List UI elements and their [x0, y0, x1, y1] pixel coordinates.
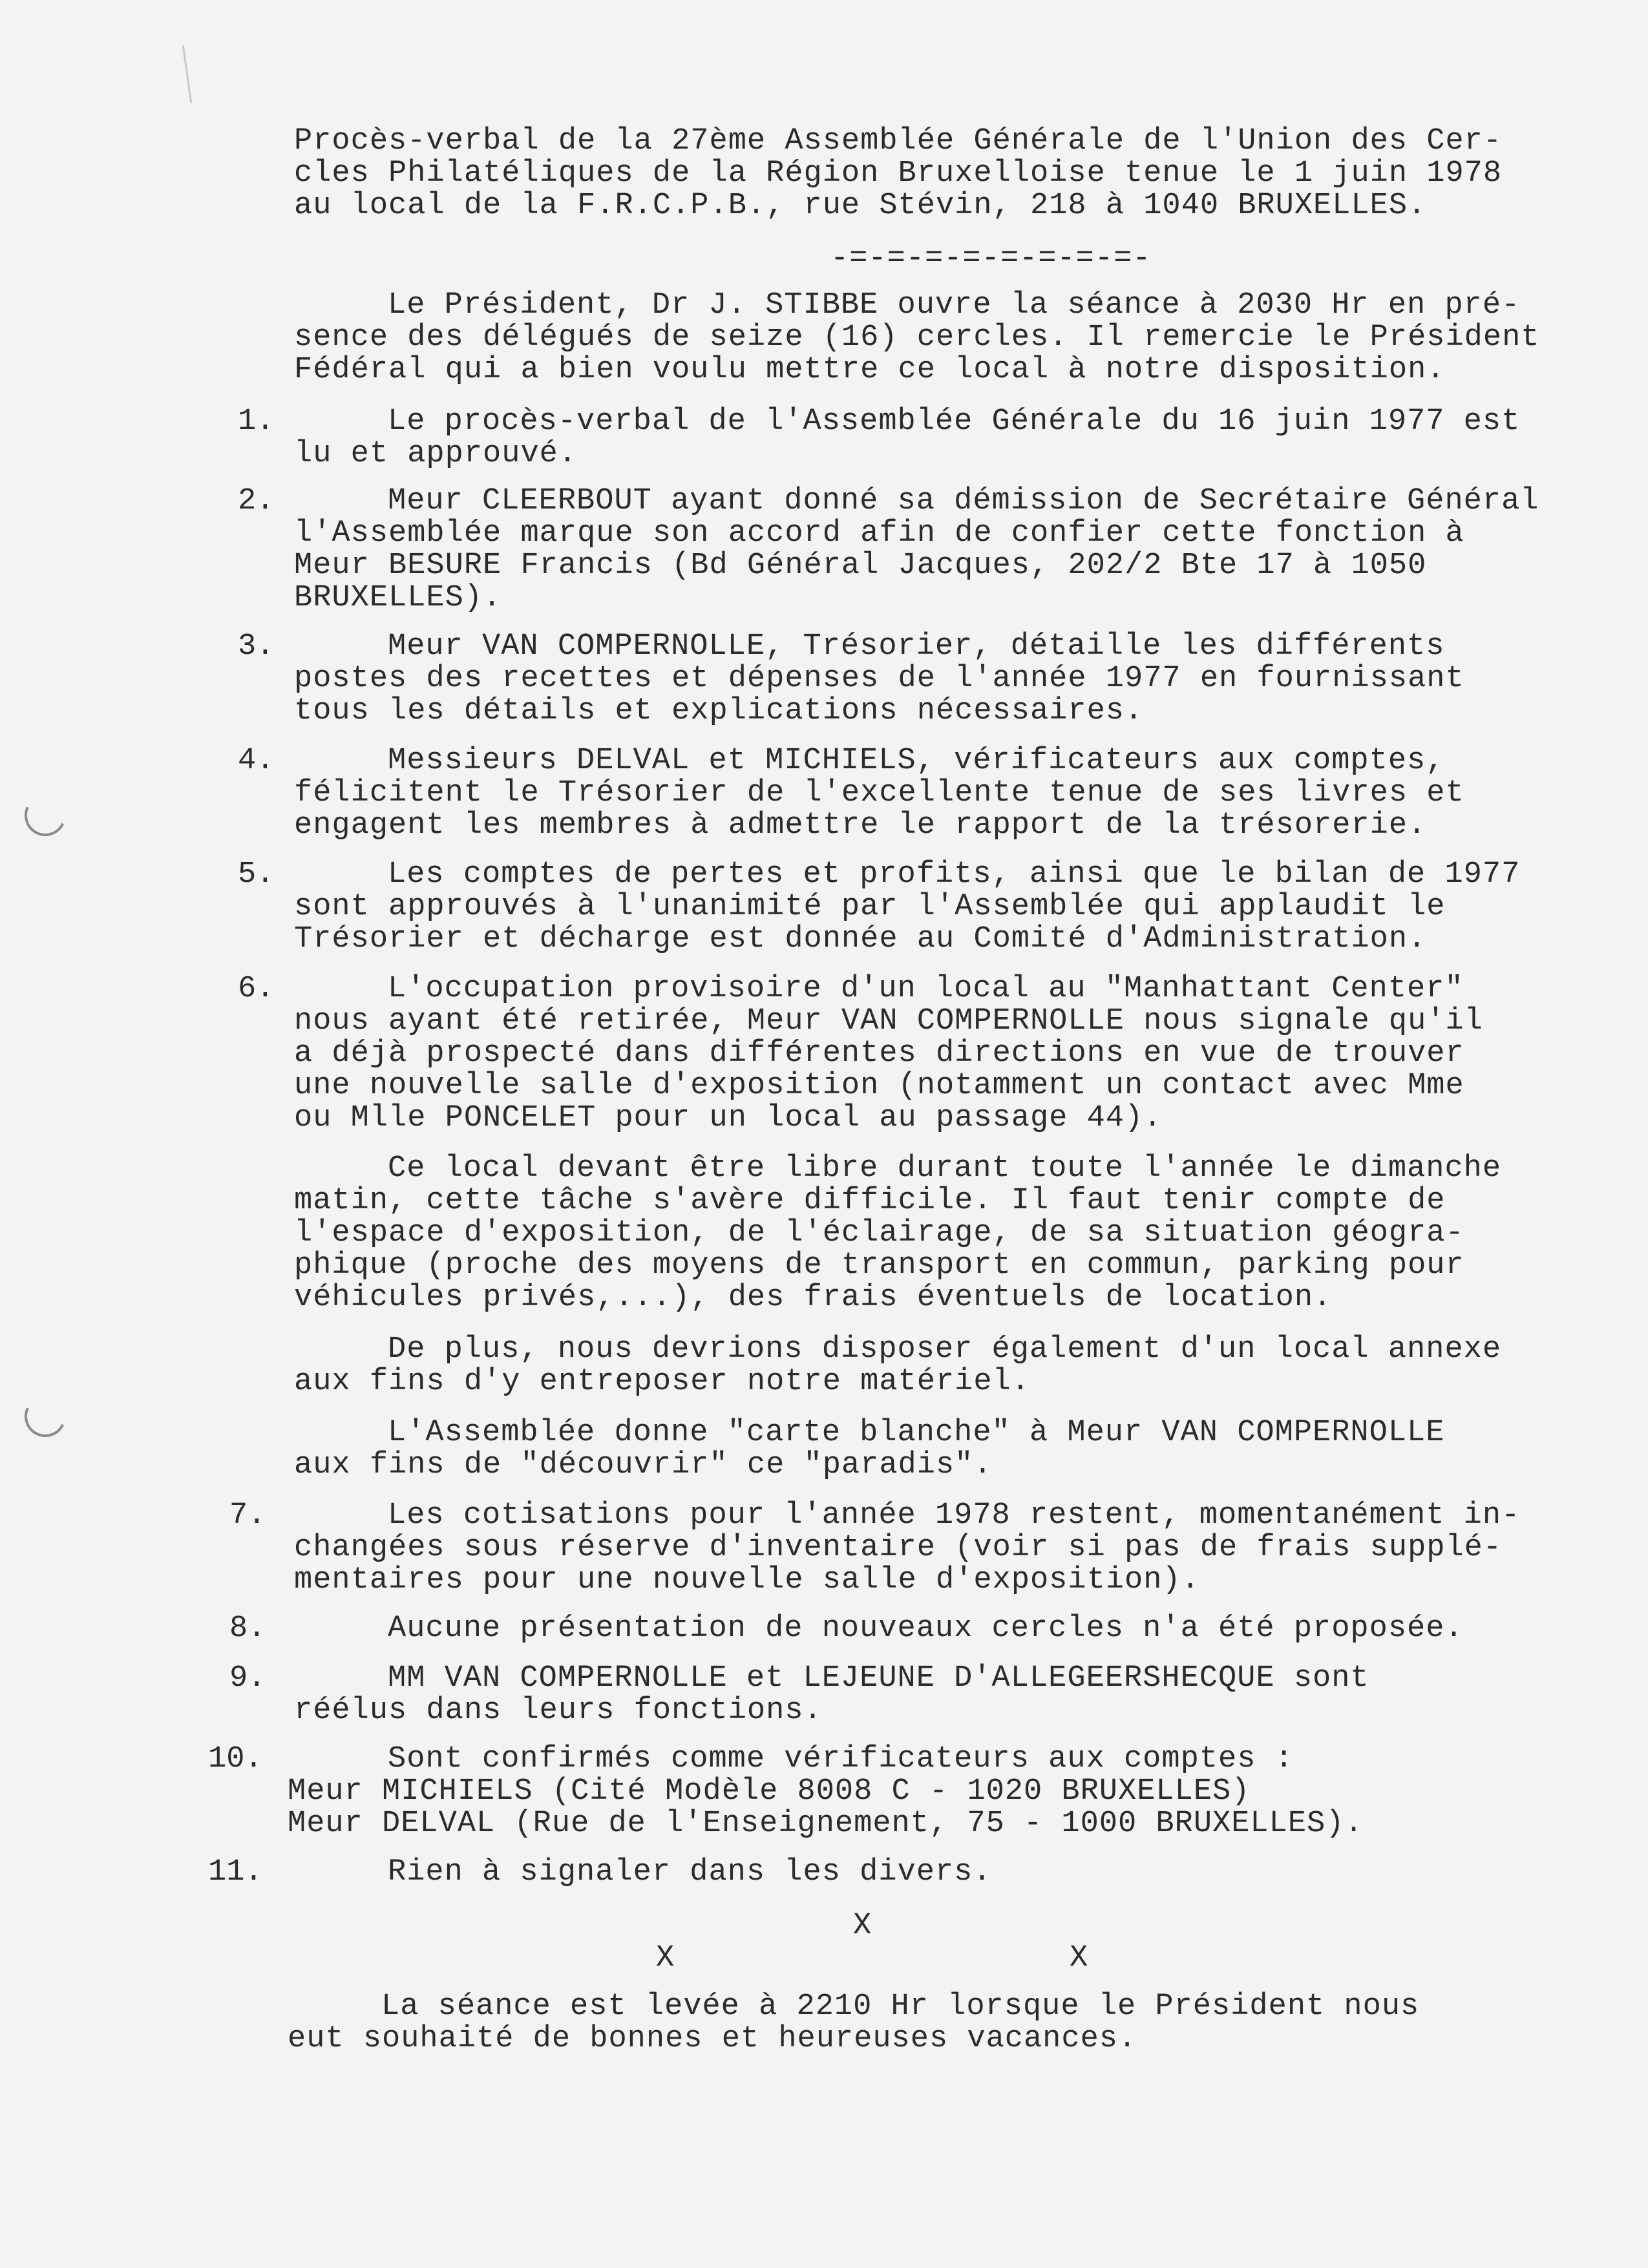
- item-2-line-1: Meur CLEERBOUT ayant donné sa démission de Secrétaire Général: [388, 484, 1539, 518]
- intro-line-1: Le Président, Dr J. STIBBE ouvre la séance à 2030 Hr en pré-: [388, 288, 1521, 322]
- item-8-line-1: Aucune présentation de nouveaux cercles n'a été proposée.: [388, 1612, 1464, 1646]
- item-6-para-2-line-1: De plus, nous devrions disposer également d'un local annexe: [388, 1332, 1502, 1367]
- item-6-para-3-line-2: aux fins de "découvrir" ce "paradis".: [294, 1448, 993, 1482]
- item-number: 11.: [208, 1855, 263, 1889]
- item-6-line-4: une nouvelle salle d'exposition (notamment un contact avec Mme: [294, 1069, 1464, 1103]
- header-line-2: cles Philatéliques de la Région Bruxelloise tenue le 1 juin 1978: [294, 156, 1503, 191]
- header-line-1: Procès-verbal de la 27ème Assemblée Générale de l'Union des Cer-: [294, 124, 1503, 158]
- item-6-para-2-line-2: aux fins d'y entreposer notre matériel.: [294, 1365, 1030, 1399]
- item-6-para-3-line-1: L'Assemblée donne "carte blanche" à Meur VAN COMPERNOLLE: [388, 1416, 1445, 1450]
- item-6-line-2: nous ayant été retirée, Meur VAN COMPERNOLLE nous signale qu'il: [294, 1004, 1483, 1038]
- item-number: 6.: [238, 972, 275, 1006]
- item-6-line-5: ou Mlle PONCELET pour un local au passage 44).: [294, 1101, 1163, 1135]
- item-3-line-2: postes des recettes et dépenses de l'année 1977 en fournissant: [294, 662, 1464, 696]
- scan-scratch: [182, 45, 192, 103]
- punch-hole-bottom: [19, 1390, 72, 1443]
- item-2-line-4: BRUXELLES).: [294, 581, 502, 615]
- item-2-line-3: Meur BESURE Francis (Bd Général Jacques, 202/2 Bte 17 à 1050: [294, 549, 1427, 583]
- separator: -=-=-=-=-=-=-=-=-: [830, 242, 1152, 276]
- item-number: 9.: [229, 1661, 266, 1696]
- closing-line-2: eut souhaité de bonnes et heureuses vacances.: [288, 2022, 1137, 2056]
- item-number: 7.: [229, 1498, 266, 1533]
- item-5-line-2: sont approuvés à l'unanimité par l'Assemblée qui applaudit le: [294, 890, 1446, 924]
- item-4-line-2: félicitent le Trésorier de l'excellente tenue de ses livres et: [294, 776, 1464, 810]
- item-number: 1.: [238, 404, 275, 439]
- item-10-line-2: Meur MICHIELS (Cité Modèle 8008 C - 1020 BRUXELLES): [288, 1774, 1251, 1809]
- item-7-line-2: changées sous réserve d'inventaire (voir si pas de frais supplé-: [294, 1531, 1503, 1565]
- item-6-para-1-line-4: phique (proche des moyens de transport en commun, parking pour: [294, 1248, 1464, 1283]
- item-5-line-1: Les comptes de pertes et profits, ainsi que le bilan de 1977: [388, 857, 1521, 892]
- item-number: 8.: [229, 1612, 266, 1646]
- item-7-line-1: Les cotisations pour l'année 1978 restent, momentanément in-: [388, 1498, 1521, 1533]
- item-1-line-1: Le procès-verbal de l'Assemblée Générale du 16 juin 1977 est: [388, 404, 1521, 439]
- item-6-para-1-line-5: véhicules privés,...), des frais éventuels de location.: [294, 1281, 1333, 1315]
- item-6-line-3: a déjà prospecté dans différentes directions en vue de trouver: [294, 1036, 1464, 1071]
- item-11-line-1: Rien à signaler dans les divers.: [388, 1855, 992, 1889]
- item-number: 3.: [238, 629, 275, 664]
- intro-line-3: Fédéral qui a bien voulu mettre ce local à notre disposition.: [294, 353, 1446, 387]
- punch-hole-top: [19, 789, 72, 842]
- item-10-line-3: Meur DELVAL (Rue de l'Enseignement, 75 - 1000 BRUXELLES).: [288, 1807, 1364, 1841]
- header-line-3: au local de la F.R.C.P.B., rue Stévin, 218 à 1040 BRUXELLES.: [294, 189, 1427, 223]
- item-6-para-1-line-2: matin, cette tâche s'avère difficile. Il faut tenir compte de: [294, 1184, 1446, 1218]
- item-7-line-3: mentaires pour une nouvelle salle d'exposition).: [294, 1563, 1200, 1597]
- separator-mark: X: [853, 1909, 872, 1943]
- item-5-line-3: Trésorier et décharge est donnée au Comité d'Administration.: [294, 922, 1427, 956]
- item-3-line-1: Meur VAN COMPERNOLLE, Trésorier, détaille les différents: [388, 629, 1445, 664]
- item-number: 10.: [208, 1742, 263, 1776]
- item-4-line-3: engagent les membres à admettre le rapport de la trésorerie.: [294, 808, 1427, 843]
- item-2-line-2: l'Assemblée marque son accord afin de confier cette fonction à: [294, 516, 1464, 551]
- item-4-line-1: Messieurs DELVAL et MICHIELS, vérificateurs aux comptes,: [388, 744, 1445, 778]
- item-10-line-1: Sont confirmés comme vérificateurs aux comptes :: [388, 1742, 1294, 1776]
- item-number: 5.: [238, 857, 275, 892]
- separator-mark: X: [656, 1941, 675, 1975]
- item-6-line-1: L'occupation provisoire d'un local au "Manhattant Center": [388, 972, 1464, 1006]
- item-1-line-2: lu et approuvé.: [294, 437, 578, 471]
- item-9-line-1: MM VAN COMPERNOLLE et LEJEUNE D'ALLEGEERSHECQUE sont: [388, 1661, 1369, 1696]
- item-6-para-1-line-3: l'espace d'exposition, de l'éclairage, de sa situation géogra-: [294, 1216, 1464, 1250]
- item-6-para-1-line-1: Ce local devant être libre durant toute l'année le dimanche: [388, 1151, 1502, 1186]
- closing-line-1: La séance est levée à 2210 Hr lorsque le Président nous: [381, 1990, 1420, 2024]
- intro-line-2: sence des délégués de seize (16) cercles. Il remercie le Président: [294, 320, 1540, 355]
- separator-mark: X: [1070, 1941, 1089, 1975]
- item-3-line-3: tous les détails et explications nécessaires.: [294, 694, 1144, 728]
- item-number: 2.: [238, 484, 275, 518]
- item-9-line-2: réélus dans leurs fonctions.: [294, 1694, 823, 1728]
- item-number: 4.: [238, 744, 275, 778]
